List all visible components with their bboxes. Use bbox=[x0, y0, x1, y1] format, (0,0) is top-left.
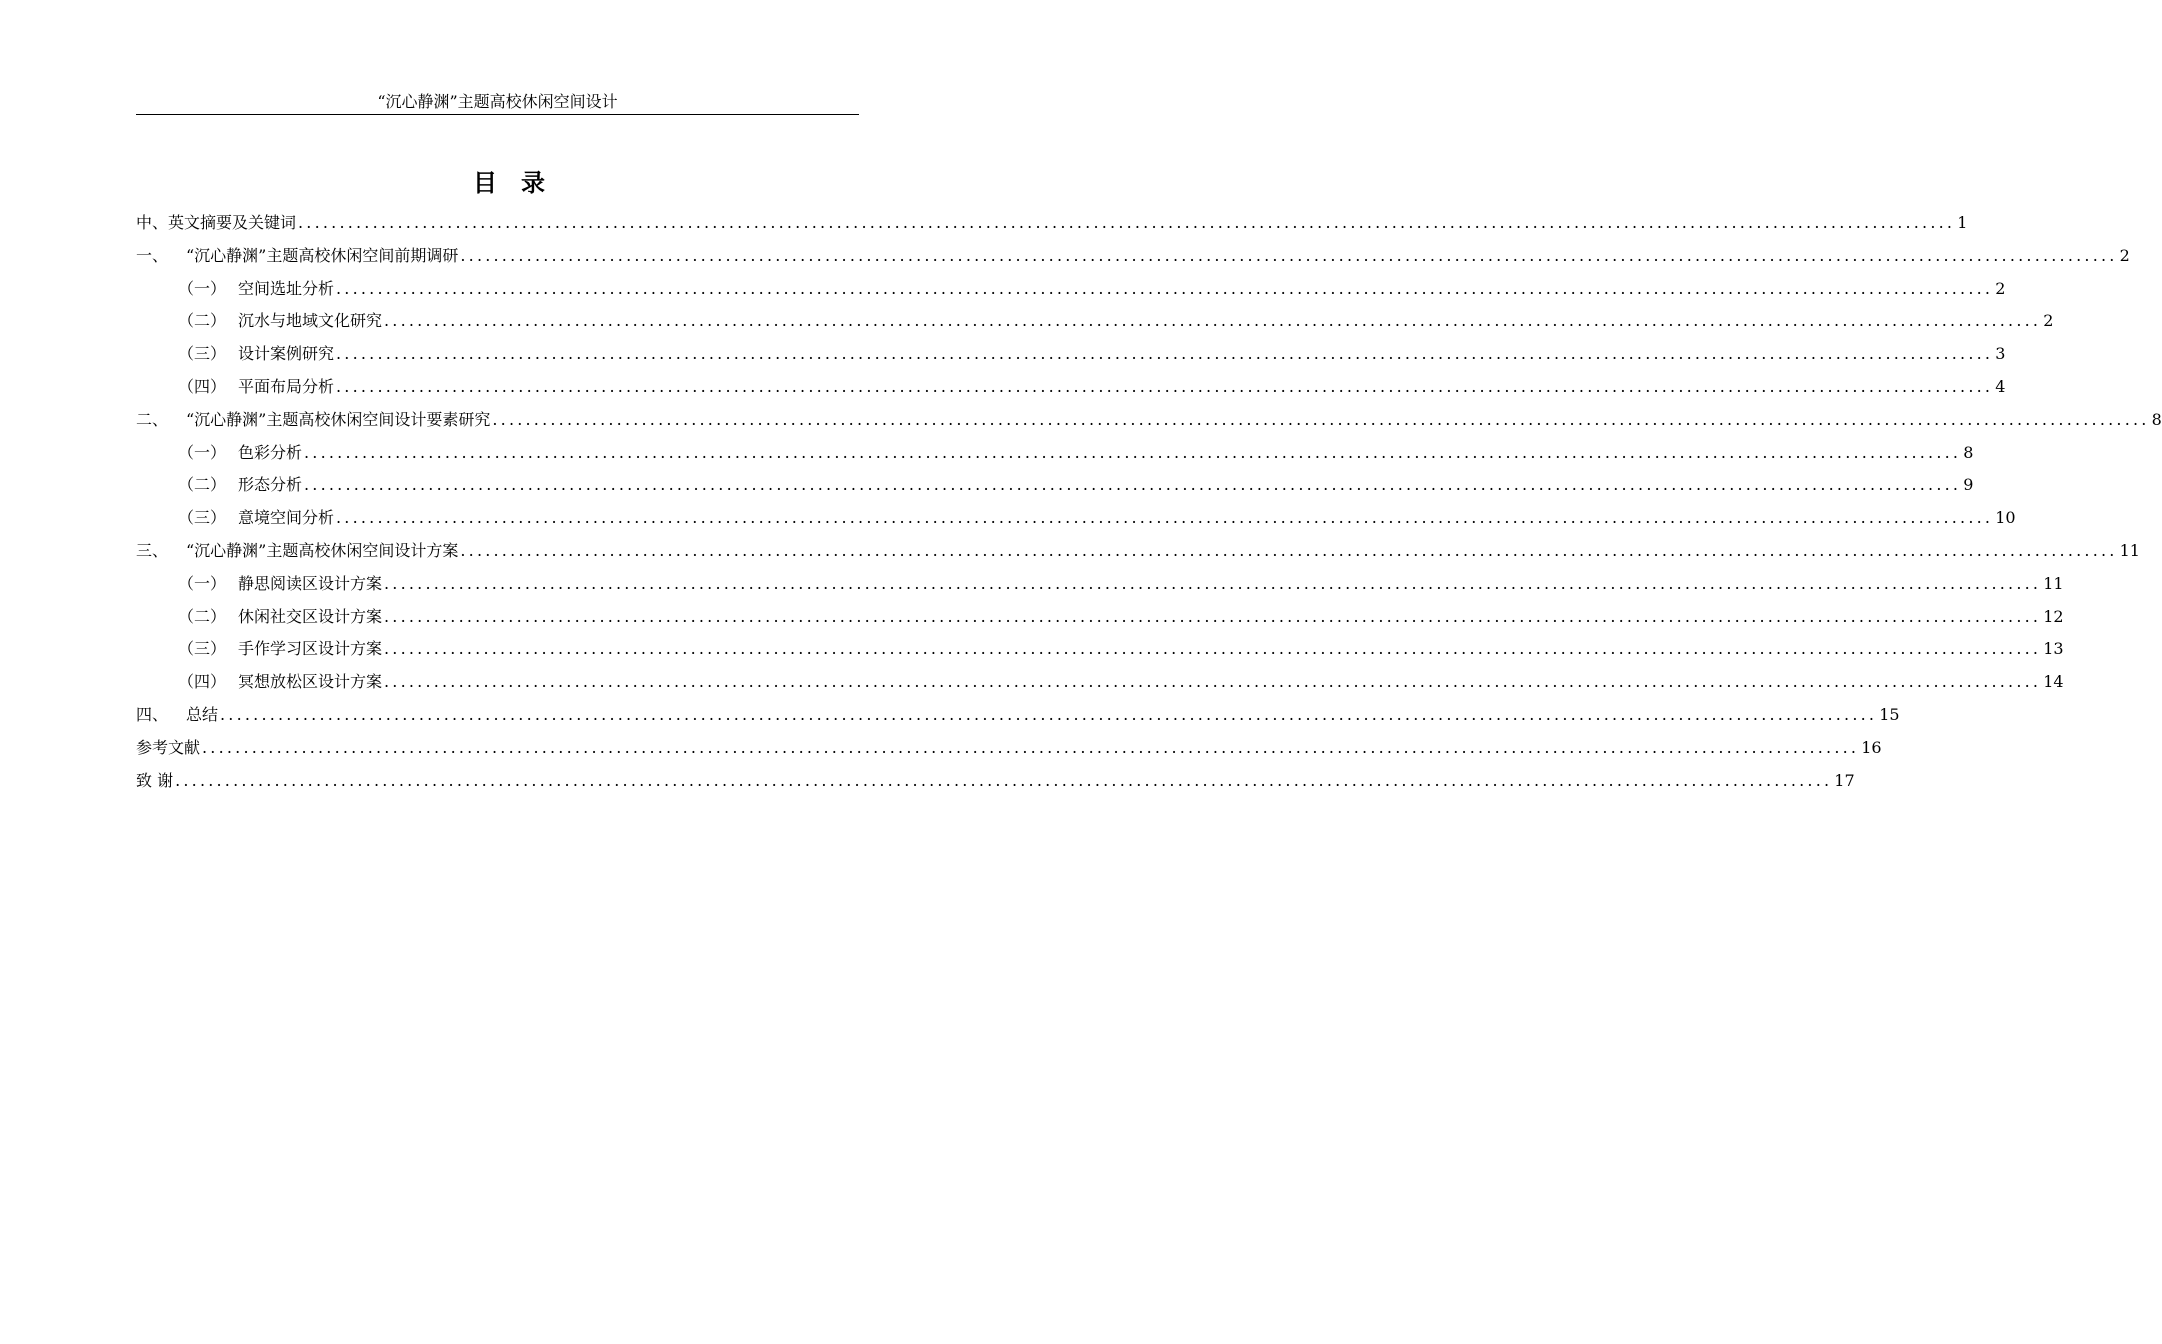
toc-entry-label: 中、英文摘要及关键词 bbox=[136, 213, 297, 232]
toc-dot-leader: ........................................................................................................................................................................................................ bbox=[304, 475, 1962, 495]
toc-entry[interactable] bbox=[136, 305, 2054, 338]
toc-dot-leader: ........................................................................................................................................................................................................ bbox=[220, 704, 1878, 724]
toc-entry-number: （一） bbox=[178, 573, 227, 593]
toc-dot-leader: ........................................................................................................................................................................................................ bbox=[384, 639, 2042, 659]
running-header-title: “沉心静渊”主题高校休闲空间设计 bbox=[377, 92, 618, 111]
toc-entry-page-number: 15 bbox=[1879, 704, 1900, 724]
toc-entry-page-number: 8 bbox=[2151, 409, 2162, 429]
toc-entry[interactable] bbox=[136, 338, 2006, 371]
toc-dot-leader: ........................................................................................................................................................................................................ bbox=[202, 737, 1860, 757]
toc-entry-number: 一、 bbox=[136, 245, 169, 265]
toc-dot-leader: ........................................................................................................................................................................................................ bbox=[336, 278, 1994, 298]
toc-entry[interactable] bbox=[136, 601, 2064, 634]
toc-entry-label: “沉心静渊”主题高校休闲空间前期调研 bbox=[186, 245, 459, 265]
toc-entry-page-number: 2 bbox=[2043, 311, 2054, 331]
toc-entry-number: （三） bbox=[178, 508, 227, 528]
toc-dot-leader: ........................................................................................................................................................................................................ bbox=[460, 245, 2118, 265]
table-of-contents bbox=[136, 207, 2162, 797]
toc-entry[interactable] bbox=[136, 502, 2016, 535]
toc-entry-number: （二） bbox=[178, 606, 227, 626]
toc-dot-leader: ........................................................................................................................................................................................................ bbox=[460, 540, 2118, 560]
toc-entry-number: （三） bbox=[178, 344, 227, 364]
toc-dot-leader: ........................................................................................................................................................................................................ bbox=[175, 770, 1833, 790]
toc-entry-page-number: 2 bbox=[2119, 245, 2130, 265]
running-header bbox=[136, 92, 859, 115]
toc-entry-label: “沉心静渊”主题高校休闲空间设计方案 bbox=[186, 540, 459, 560]
toc-entry-label: 意境空间分析 bbox=[238, 508, 335, 528]
toc-entry[interactable] bbox=[136, 240, 2130, 273]
toc-entry-label: 设计案例研究 bbox=[238, 344, 335, 364]
toc-entry-page-number: 14 bbox=[2043, 672, 2064, 692]
toc-entry-number: 二、 bbox=[136, 409, 169, 429]
toc-entry-number: （一） bbox=[178, 278, 227, 298]
toc-dot-leader: ........................................................................................................................................................................................................ bbox=[384, 672, 2042, 692]
toc-entry-label: 参考文献 bbox=[136, 737, 201, 757]
toc-entry-number: （一） bbox=[178, 442, 227, 462]
toc-entry-label: 空间选址分析 bbox=[238, 278, 335, 298]
toc-dot-leader: ........................................................................................................................................................................................................ bbox=[304, 442, 1962, 462]
toc-dot-leader: ........................................................................................................................................................................................................ bbox=[336, 376, 1994, 396]
toc-entry[interactable] bbox=[136, 568, 2064, 601]
toc-entry-page-number: 8 bbox=[1963, 442, 1974, 462]
toc-dot-leader: ........................................................................................................................................................................................................ bbox=[336, 344, 1994, 364]
toc-entry[interactable] bbox=[136, 437, 1974, 470]
toc-entry[interactable] bbox=[136, 666, 2064, 699]
toc-dot-leader: ........................................................................................................................................................................................................ bbox=[384, 606, 2042, 626]
toc-entry[interactable] bbox=[136, 699, 1900, 732]
toc-entry[interactable] bbox=[136, 469, 1974, 502]
toc-dot-leader: ........................................................................................................................................................................................................ bbox=[384, 311, 2042, 331]
toc-entry[interactable] bbox=[136, 207, 1968, 240]
toc-entry-page-number: 17 bbox=[1834, 770, 1855, 790]
toc-entry[interactable] bbox=[136, 732, 1882, 765]
toc-entry-page-number: 16 bbox=[1861, 737, 1882, 757]
toc-entry-label: “沉心静渊”主题高校休闲空间设计要素研究 bbox=[186, 409, 491, 429]
toc-entry-page-number: 3 bbox=[1995, 344, 2006, 364]
toc-entry[interactable] bbox=[136, 273, 2006, 306]
toc-dot-leader: ........................................................................................................................................................................................................ bbox=[298, 213, 1956, 232]
toc-entry-number: （三） bbox=[178, 639, 227, 659]
toc-entry-label: 手作学习区设计方案 bbox=[238, 639, 383, 659]
toc-entry-page-number: 11 bbox=[2119, 540, 2140, 560]
toc-entry-label: 形态分析 bbox=[238, 475, 303, 495]
toc-entry-page-number: 2 bbox=[1995, 278, 2006, 298]
toc-entry-page-number: 10 bbox=[1995, 508, 2016, 528]
toc-entry-label: 休闲社交区设计方案 bbox=[238, 606, 383, 626]
toc-entry-page-number: 9 bbox=[1963, 475, 1974, 495]
toc-entry-label: 总结 bbox=[186, 704, 219, 724]
toc-title: 目录 bbox=[473, 168, 569, 197]
toc-entry-number: 三、 bbox=[136, 540, 169, 560]
toc-entry-label: 静思阅读区设计方案 bbox=[238, 573, 383, 593]
toc-entry-label: 沉水与地域文化研究 bbox=[238, 311, 383, 331]
toc-entry[interactable] bbox=[136, 404, 2162, 437]
toc-entry-number: （四） bbox=[178, 376, 227, 396]
toc-entry-label: 色彩分析 bbox=[238, 442, 303, 462]
toc-entry-page-number: 11 bbox=[2043, 573, 2064, 593]
toc-entry-label: 致 谢 bbox=[136, 770, 174, 790]
toc-entry[interactable] bbox=[136, 371, 2006, 404]
toc-entry[interactable] bbox=[136, 765, 1855, 798]
toc-dot-leader: ........................................................................................................................................................................................................ bbox=[336, 508, 1994, 528]
toc-entry-label: 冥想放松区设计方案 bbox=[238, 672, 383, 692]
toc-entry-page-number: 1 bbox=[1957, 213, 1968, 232]
toc-entry[interactable] bbox=[136, 535, 2140, 568]
toc-entry-page-number: 12 bbox=[2043, 606, 2064, 626]
toc-entry-label: 平面布局分析 bbox=[238, 376, 335, 396]
toc-entry-number: （二） bbox=[178, 475, 227, 495]
toc-dot-leader: ........................................................................................................................................................................................................ bbox=[384, 573, 2042, 593]
toc-entry-number: （二） bbox=[178, 311, 227, 331]
toc-entry-number: （四） bbox=[178, 672, 227, 692]
toc-entry-number: 四、 bbox=[136, 704, 169, 724]
toc-dot-leader: ........................................................................................................................................................................................................ bbox=[492, 409, 2150, 429]
toc-entry-page-number: 13 bbox=[2043, 639, 2064, 659]
toc-entry[interactable] bbox=[136, 633, 2064, 666]
toc-entry-page-number: 4 bbox=[1995, 376, 2006, 396]
